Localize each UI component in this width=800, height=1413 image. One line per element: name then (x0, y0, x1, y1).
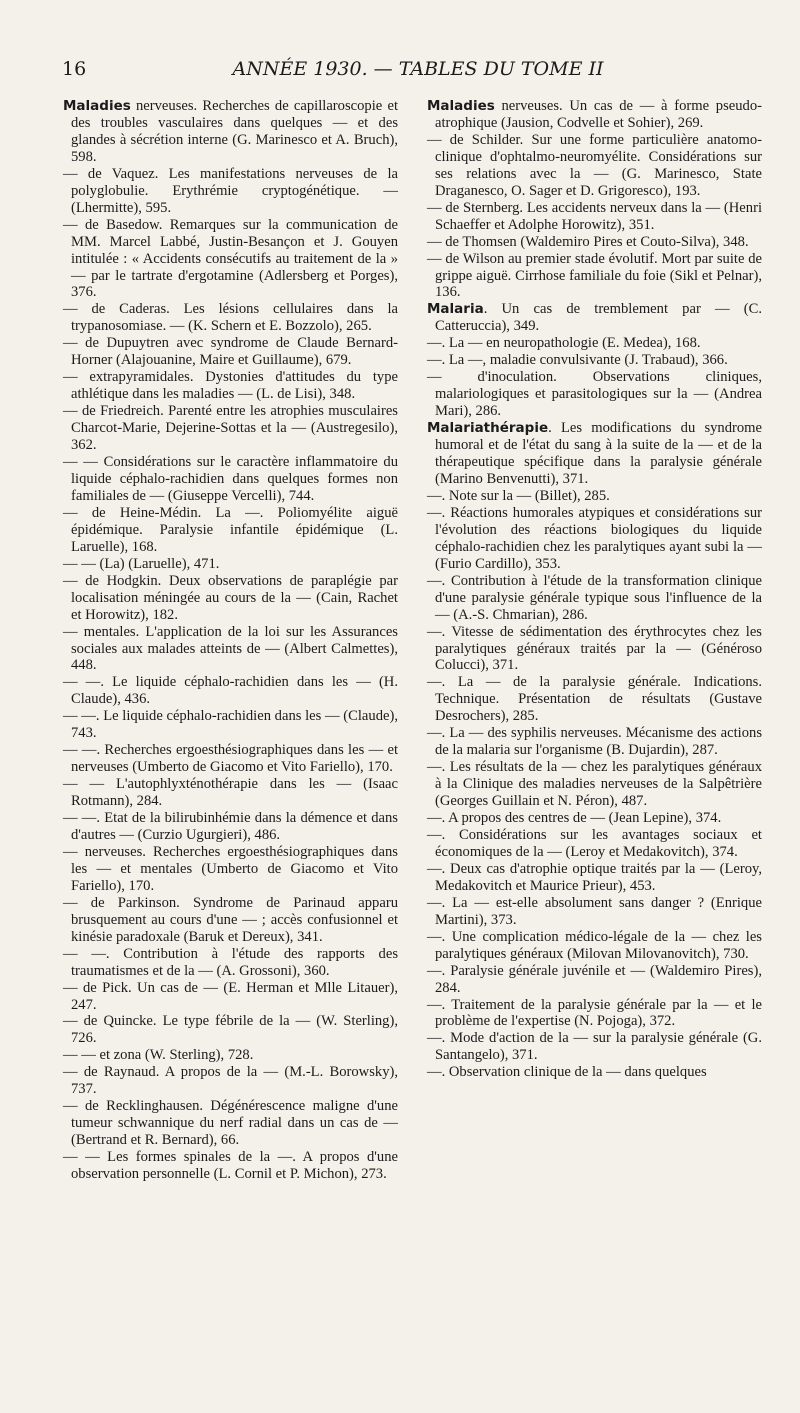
index-entry: — de Raynaud. A propos de la — (M.-L. Borowsky), 737. (63, 1064, 398, 1098)
index-entry: — —. Etat de la bilirubinhémie dans la démence et dans d'autres — (Curzio Ugurgieri), 486. (63, 810, 398, 843)
index-entry: —. Traitement de la paralysie générale par la — et le problème de l'expertise (N. Pojoga), 372. (427, 996, 762, 1030)
index-entry: —. Réactions humorales atypiques et considérations sur l'évolution des réactions biologiques du liquide céphalo-rachidien chez les paralytiques ayant subi la — (Furio Cardillo), 353. (427, 504, 762, 572)
index-entry: —. Note sur la — (Billet), 285. (427, 487, 610, 504)
index-entry: —. Une complication médico-légale de la — chez les paralytiques généraux (Milovan Milovanovitch), 730. (427, 928, 762, 962)
entry-headword: Malariathérapie (427, 420, 549, 437)
entry-headword: Malaria (427, 301, 484, 318)
index-entry: — de Heine-Médin. La —. Poliomyélite aiguë épidémique. Paralysie infantile épidémique (L. Laruelle), 168. (63, 504, 398, 555)
index-entry: Malaria. Un cas de tremblement par — (C. Catteruccia), 349. (427, 301, 762, 335)
index-entry: — —. Recherches ergoesthésiographiques dans les — et nerveuses (Umberto de Giacomo et Vito Fariello), 170. (63, 742, 398, 776)
entry-headword: Maladies (427, 98, 495, 114)
index-entry: — —. Le liquide céphalo-rachidien dans les — (H. Claude), 436. (63, 674, 398, 708)
index-entry: — de Dupuytren avec syndrome de Claude Bernard-Horner (Alajouanine, Maire et Guillaume), 679. (63, 335, 398, 369)
index-entry: — de Quincke. Le type fébrile de la — (W. Sterling), 726. (63, 1013, 398, 1047)
index-entry: —. La — de la paralysie générale. Indications. Technique. Présentation de résultats (Gustave Desrochers), 285. (427, 674, 762, 725)
page-header (62, 58, 774, 84)
index-entry: — — Les formes spinales de la —. A propos d'une observation personnelle (L. Cornil et P. Michon), 273. (63, 1149, 398, 1183)
index-entry: —. Les résultats de la — chez les paralytiques généraux à la Clinique des maladies nerveuses de la Salpêtrière (Georges Guillain et N. Péron), 487. (427, 759, 762, 810)
index-entry: — de Friedreich. Parenté entre les atrophies musculaires Charcot-Marie, Dejerine-Sottas et la — (Austregesilo), 362. (63, 403, 398, 454)
index-entry: — de Recklinghausen. Dégénérescence maligne d'une tumeur schwannique du nerf radial dans un cas de — (Bertrand et R. Bernard), 66. (63, 1098, 398, 1149)
index-entry: —. A propos des centres de — (Jean Lepine), 374. (427, 810, 722, 827)
index-entry: Malariathérapie. Les modifications du syndrome humoral et de l'état du sang à la suite de la — et de la thérapeutique spécifique dans la paralysie générale (Marino Benvenutti), 371. (427, 420, 762, 487)
index-entry: —. Observation clinique de la — dans quelques (427, 1064, 707, 1081)
index-entry: — nerveuses. Recherches ergoesthésiographiques dans les — et mentales (Umberto de Giacomo et Vito Fariello), 170. (63, 843, 398, 894)
index-entry: — de Wilson au premier stade évolutif. Mort par suite de grippe aiguë. Cirrhose familiale du foie (Sikl et Pelnar), 136. (427, 250, 762, 301)
index-entry: —. Paralysie générale juvénile et — (Waldemiro Pires), 284. (427, 962, 762, 996)
index-entry: — de Pick. Un cas de — (E. Herman et Mlle Litauer), 247. (63, 979, 398, 1013)
right-column (427, 98, 762, 1081)
index-entry: — de Hodgkin. Deux observations de paraplégie par localisation méningée au cours de la — (Cain, Rachet et Horowitz), 182. (63, 572, 398, 623)
index-entry: — d'inoculation. Observations cliniques, malariologiques et parasitologiques sur la — (Andrea Mari), 286. (427, 369, 762, 420)
index-entry: — extrapyramidales. Dystonies d'attitudes du type athlétique dans les maladies — (L. de Lisi), 348. (63, 369, 398, 403)
index-entry: —. La — des syphilis nerveuses. Mécanisme des actions de la malaria sur l'organisme (B. Dujardin), 287. (427, 725, 762, 759)
index-entry: — — Considérations sur le caractère inflammatoire du liquide céphalo-rachidien dans quelques formes non familiales de — (Giuseppe Vercelli), 744. (63, 454, 398, 504)
index-entry: — —. Contribution à l'étude des rapports des traumatismes et de la — (A. Grossoni), 360. (63, 945, 398, 979)
index-entry: — de Basedow. Remarques sur la communication de MM. Marcel Labbé, Justin-Besançon et J. Gouyen intitulée : « Accidents consécutifs au traitement de la » — par le tartrate d'ergotamine (Adlersberg et Porges), 376. (63, 216, 398, 301)
index-entry: —. La — est-elle absolument sans danger ? (Enrique Martini), 373. (427, 894, 762, 928)
index-entry: — de Caderas. Les lésions cellulaires dans la trypanosomiase. — (K. Schern et E. Bozzolo), 265. (63, 301, 398, 335)
index-entry: Maladies nerveuses. Recherches de capillaroscopie et des troubles vasculaires dans quelques — et des glandes à sécrétion interne (G. Marinesco et A. Bruch), 598. (63, 98, 398, 165)
index-entry: — de Vaquez. Les manifestations nerveuses de la polyglobulie. Erythrémie cryptogénétique. — (Lhermitte), 595. (63, 165, 398, 216)
entry-headword: Maladies (63, 98, 131, 114)
left-column (63, 98, 398, 1183)
index-entry: — — et zona (W. Sterling), 728. (63, 1047, 254, 1064)
index-entry: — de Schilder. Sur une forme particulière anatomo-clinique d'ophtalmo-neuromyélite. Considérations sur ses relations avec la — (G. Marinesco, State Draganesco, O. Sager et D. Grigoresco), 193. (427, 131, 762, 199)
index-entry: — — (La) (Laruelle), 471. (63, 555, 220, 572)
index-entry: Maladies nerveuses. Un cas de — à forme pseudo-atrophique (Jausion, Codvelle et Sohier), 269. (427, 98, 762, 131)
index-entry: —. La — en neuropathologie (E. Medea), 168. (427, 335, 701, 352)
index-entry: —. Deux cas d'atrophie optique traités par la — (Leroy, Medakovitch et Maurice Prieur), 453. (427, 860, 762, 894)
index-entry: — de Thomsen (Waldemiro Pires et Couto-Silva), 348. (427, 233, 749, 250)
index-entry: — de Parkinson. Syndrome de Parinaud apparu brusquement au cours d'une — ; accès confusionnel et kinésie paradoxale (Baruk et Dereux), 341. (63, 894, 398, 945)
index-entry: — — L'autophlyxténothérapie dans les — (Isaac Rotmann), 284. (63, 776, 398, 810)
index-entry: —. Contribution à l'étude de la transformation clinique d'une paralysie générale typique sous l'influence de la — (A.-S. Chmarian), 286. (427, 572, 762, 623)
index-entry: —. Mode d'action de la — sur la paralysie générale (G. Santangelo), 371. (427, 1030, 762, 1064)
index-entry: — —. Le liquide céphalo-rachidien dans les — (Claude), 743. (63, 708, 398, 742)
index-entry: —. Vitesse de sédimentation des érythrocytes chez les paralytiques généraux traités par la — (Généroso Colucci), 371. (427, 623, 762, 674)
index-entry: —. Considérations sur les avantages sociaux et économiques de la — (Leroy et Medakovitch), 374. (427, 826, 762, 860)
index-entry: —. La —, maladie convulsivante (J. Trabaud), 366. (427, 352, 728, 369)
index-entry: — de Sternberg. Les accidents nerveux dans la — (Henri Schaeffer et Adolphe Horowitz), 351. (427, 199, 762, 233)
page-number: 16 (62, 58, 87, 80)
running-title: ANNÉE 1930. — TABLES DU TOME II (232, 58, 604, 80)
index-entry: — mentales. L'application de la loi sur les Assurances sociales aux malades atteints de — (Albert Calmettes), 448. (63, 623, 398, 674)
